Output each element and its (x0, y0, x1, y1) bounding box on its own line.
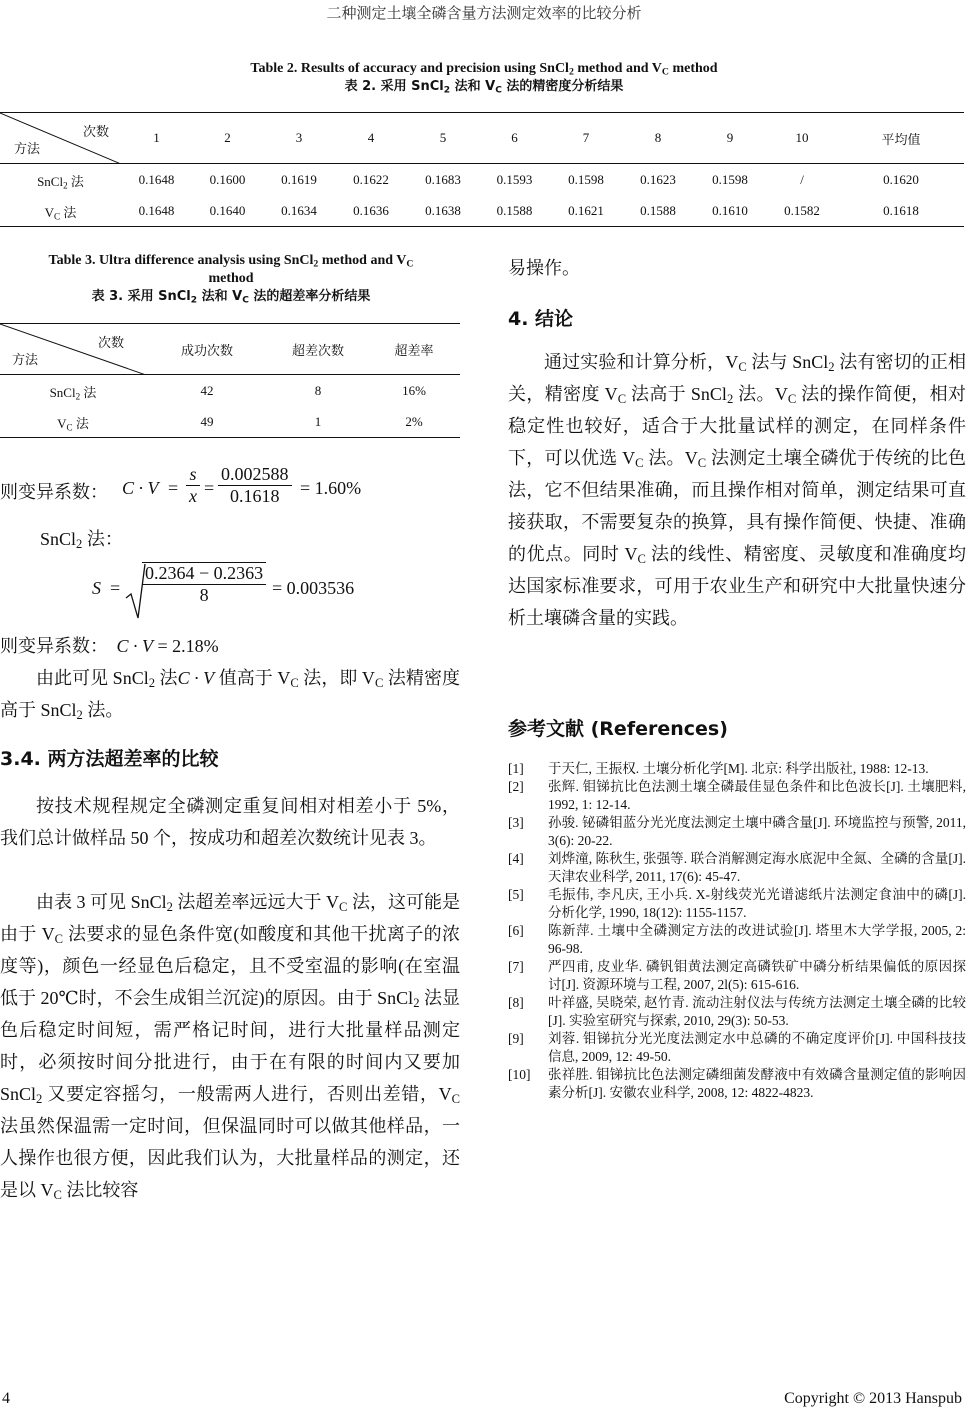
paragraph-continuation: 易操作。 (508, 258, 580, 278)
table2-col-header: 10 (795, 130, 809, 145)
reference-text: 毛振伟, 李凡庆, 王小兵. X-射线荧光光谱滤纸片法测定食油中的磷[J]. 分析化学, 1990, 18(12): 1155-1157. (548, 887, 966, 920)
table-cell: 0.1618 (883, 203, 919, 219)
table-cell: 0.1621 (568, 203, 604, 219)
table-cell: 0.1619 (281, 172, 317, 188)
reference-text: 张祥胜. 钼锑抗比色法测定磷细菌发酵液中有效磷含量测定值的影响因素分析[J]. 安徽农业科学, 2008, 12: 4822-4823. (548, 1067, 966, 1100)
sncl2-label: SnCl$_2$ 法： (40, 529, 123, 552)
reference-text: 刘蓉. 钼锑抗分光光度法测定水中总磷的不确定度评价[J]. 中国科技技信息, 2009, 12: 49-50. (548, 1031, 966, 1064)
section-heading-3-4: 3.4. 两方法超差率的比较 (0, 748, 219, 770)
reference-item (508, 886, 966, 922)
table2-col-header: 5 (439, 130, 447, 145)
copyright: Copyright © 2013 Hanspub (784, 1390, 962, 1407)
table-cell: 0.1623 (640, 172, 676, 188)
sqrt-fraction: $\frac{0.2364 - 0.2363}{8}$ (142, 562, 266, 606)
reference-item (508, 958, 966, 994)
table2 (0, 112, 964, 227)
reference-item (508, 778, 966, 814)
reference-number: [4] (508, 851, 524, 866)
table-cell: 0.1600 (209, 172, 246, 188)
table2-col-header-mean: 平均值 (881, 131, 921, 147)
paragraph-ultra-difference-discussion: 由表 3 可见 SnCl$_2$ 法超差率远远大于 $V_C$ 法，这可能是由于 $V_C$ 法要求的显色条件宽(如酸度和其他干扰离子的浓度等)，颜色一经显色后稳定，且不受室温的影响(在室温低于 20℃时，不会生成钼兰沉淀)的原因。由于 SnCl$_2$ 法显色后稳定时间短，需严格记时间，进行大批量样品测定时，必须按时间分批进行，由于在有限的时间内又要加 SnCl$_2$ 又要定容摇匀，一般需两人进行，否则出差错，$V_C$ 法虽然保温需一定时间，但保温同时可以做其他样品，一人操作也很方便，因此我们认为，大批量样品的测定，还是以 $V_C$ 法比较容 (0, 892, 461, 1203)
table2-caption (0, 60, 968, 96)
reference-number: [5] (508, 887, 524, 902)
reference-number: [7] (508, 959, 524, 974)
table-cell: 0.1598 (568, 172, 604, 188)
table-cell: 0.1648 (138, 203, 175, 219)
table2-corner-cell (0, 113, 121, 164)
reference-number: [9] (508, 1031, 524, 1046)
corner-label-method: 方法 (12, 352, 39, 367)
table2-col-header: 4 (367, 130, 375, 145)
references-heading: 参考文献 (References) (508, 718, 728, 740)
table-cell: 42 (200, 383, 214, 399)
row-method: $V_C$ 法 (44, 204, 77, 222)
table3-header-row (0, 324, 460, 375)
reference-text: 刘烨潼, 陈秋生, 张强等. 联合消解测定海水底泥中全氮、全磷的含量[J]. 天津农业科学, 2011, 17(6): 45-47. (548, 851, 966, 884)
table-cell: 0.1636 (353, 203, 389, 219)
reference-number: [3] (508, 815, 524, 830)
corner-label-method: 方法 (14, 141, 41, 156)
reference-text: 张辉. 钼锑抗比色法测土壤全磷最佳显色条件和比色波长[J]. 土壤肥料, 1992, 1: 12-14. (548, 779, 966, 812)
table-cell: 0.1620 (883, 172, 919, 188)
table-cell: 0.1634 (281, 203, 317, 219)
table3-col-header: 超差率 (394, 342, 434, 358)
table3-caption-zh: 表 3. 采用 SnCl$_2$ 法和 $V_C$ 法的超差率分析结果 (91, 289, 371, 306)
reference-item (508, 922, 966, 958)
cv-formula-2: 则变异系数： C · V = 2.18% (0, 636, 219, 656)
table3-caption-en: Table 3. Ultra difference analysis using SnCl$_2$ method and $V_C$ method (48, 253, 414, 286)
reference-item (508, 814, 966, 850)
table3 (0, 323, 460, 438)
table2-caption-zh: 表 2. 采用 SnCl$_2$ 法和 $V_C$ 法的精密度分析结果 (344, 79, 624, 96)
table-cell: 0.1598 (712, 172, 748, 188)
reference-item (508, 760, 966, 778)
row-method: SnCl$_2$ 法 (49, 384, 97, 402)
table-row (0, 164, 964, 197)
table-cell: 49 (200, 414, 214, 430)
corner-label-count: 次数 (82, 124, 109, 139)
table-cell: 2% (405, 414, 423, 430)
table-row (0, 375, 460, 408)
table-cell: 0.1622 (353, 172, 389, 188)
table-cell: 0.1683 (425, 172, 461, 188)
row-method: SnCl$_2$ 法 (37, 173, 84, 191)
table-cell: / (800, 172, 804, 188)
paragraph-conclusion: 通过实验和计算分析，$V_C$ 法与 SnCl$_2$ 法有密切的正相关，精密度 $V_C$ 法高于 SnCl$_2$ 法。$V_C$ 法的操作简便，相对稳定性也较好，适合于大批量试样的测定，在同样条件下，可以优选 $V_C$ 法。$V_C$ 法测定土壤全磷优于传统的比色法，它不但结果准确，而且操作相对简单，测定结果可直接获取，不需要复杂的换算，具有操作简便、快捷、准确的优点。同时 $V_C$ 法的线性、精密度、灵敏度和准确度均达国家标准要求，可用于农业生产和研究中大批量快速分析土壤磷含量的实践。 (508, 352, 967, 628)
table2-col-header: 8 (654, 130, 662, 145)
reference-text: 孙骏. 铋磷钼蓝分光光度法测定土壤中磷含量[J]. 环境监控与预警, 2011, 3(6): 20-22. (548, 815, 966, 848)
paragraph-sample-count: 按技术规程规定全磷测定重复间相对相差小于 5%，我们总计做样品 50 个，按成功和超差次数统计见表 3。 (0, 796, 460, 848)
table-cell: 0.1638 (425, 203, 461, 219)
corner-label-count: 次数 (97, 335, 124, 350)
reference-number: [10] (508, 1067, 531, 1082)
cv-formula-1: 则变异系数： C · V = $\frac{s}{x}$ = $\frac{0.002588}{0.1618}$ = 1.60% (0, 464, 362, 506)
reference-text: 严四甫, 皮业华. 磷钒钼黄法测定高磷铁矿中磷分析结果偏低的原因探讨[J]. 资源环境与工程, 2007, 2l(5): 615-616. (548, 959, 966, 992)
reference-list (508, 760, 966, 1102)
section-heading-4: 4. 结论 (508, 308, 574, 330)
reference-text: 于天仁, 王振权. 土壤分析化学[M]. 北京: 科学出版社, 1988: 12-13. (548, 761, 929, 776)
page-number: 4 (2, 1390, 10, 1407)
table-cell: 0.1593 (496, 172, 533, 188)
table-cell: 16% (402, 383, 426, 399)
running-head: 二种测定土壤全磷含量方法测定效率的比较分析 (326, 6, 642, 22)
table2-col-header: 7 (582, 130, 590, 145)
table3-corner-cell (0, 324, 146, 375)
paragraph-precision-conclusion: 由此可见 SnCl$_2$ 法C · V 值高于 $V_C$ 法，即 $V_C$ 法精密度高于 SnCl$_2$ 法。 (0, 668, 460, 723)
table2-col-header: 9 (726, 130, 734, 145)
reference-number: [8] (508, 995, 524, 1010)
row-method: $V_C$ 法 (57, 415, 89, 433)
table-row (0, 408, 460, 438)
reference-item (508, 850, 966, 886)
table3-col-header: 成功次数 (180, 342, 233, 358)
table-cell: 8 (314, 383, 322, 399)
table2-col-header: 1 (153, 130, 160, 145)
fraction-s-over-x: $\frac{s}{x}$ (186, 464, 200, 507)
table2-col-header: 6 (511, 130, 518, 145)
table-cell: 0.1640 (209, 203, 246, 219)
table2-header-row (0, 113, 964, 164)
reference-item (508, 1066, 966, 1102)
reference-number: [2] (508, 779, 524, 794)
reference-number: [1] (508, 761, 524, 776)
reference-number: [6] (508, 923, 524, 938)
table2-caption-en: Table 2. Results of accuracy and precision using SnCl$_2$ method and $V_C$ method (250, 61, 718, 78)
table-cell: 0.1610 (712, 203, 748, 219)
table2-col-header: 2 (224, 130, 231, 145)
table-cell: 0.1648 (138, 172, 175, 188)
table-row (0, 197, 964, 227)
reference-text: 陈新萍. 土壤中全磷测定方法的改进试验[J]. 塔里木大学学报, 2005, 2: 96-98. (548, 923, 966, 956)
fraction-value: $\frac{0.002588}{0.1618}$ (218, 464, 292, 507)
reference-item (508, 1030, 966, 1066)
table2-col-header: 3 (295, 130, 303, 145)
table-cell: 1 (314, 414, 322, 430)
table-cell: 0.1582 (784, 203, 820, 219)
table3-caption (0, 252, 462, 306)
table-cell: 0.1588 (640, 203, 676, 219)
s-formula: S = $\frac{0.2364 - 0.2363}{8}$ = 0.003536 (90, 560, 430, 622)
reference-text: 叶祥盛, 吴晓荣, 赵竹青. 流动注射仪法与传统方法测定土壤全磷的比较[J]. 实验室研究与探索, 2010, 29(3): 50-53. (548, 995, 966, 1028)
table3-col-header: 超差次数 (291, 342, 344, 358)
reference-item (508, 994, 966, 1030)
table-cell: 0.1588 (496, 203, 533, 219)
